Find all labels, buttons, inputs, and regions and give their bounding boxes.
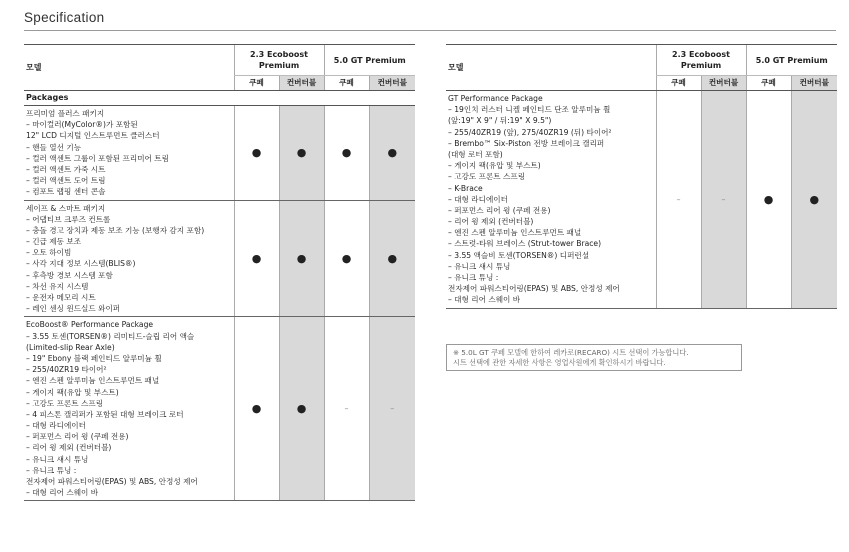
feature-line: – 컬러 액센트 그룹이 포함된 프리미어 트림 (26, 153, 169, 163)
model-header: 모델 (24, 45, 234, 91)
package-description (24, 200, 234, 317)
feature-line: – 유니크 섀시 튜닝 (26, 454, 89, 464)
note-line: ※ 5.0L GT 쿠페 모델에 한하여 레카로(RECARO) 시트 선택이 가능합니다. (453, 348, 689, 357)
feature-line: – 3.55 토센(TORSEN®) 리미티드-슬립 리어 액슬 (26, 331, 195, 341)
feature-line: – 고강도 프론트 스프링 (26, 398, 104, 408)
availability-mark: ● (279, 106, 324, 201)
feature-line: – 어댑티브 크루즈 컨트롤 (26, 214, 111, 224)
ecoboost-premium-label: 2.3 Ecoboost Premium (672, 50, 730, 70)
package-name: GT Performance Package (448, 94, 543, 103)
feature-line: – 스트럿-타워 브레이스 (Strut-tower Brace) (448, 239, 602, 249)
title-divider (24, 30, 836, 31)
feature-line: – 대형 리어 스웨이 바 (448, 295, 521, 305)
feature-line: – 게이지 팩(유압 및 부스트) (26, 387, 119, 397)
coupe-header: 쿠페 (324, 76, 369, 91)
feature-line: – 컬러 액센트 도어 트림 (26, 176, 106, 186)
package-description (24, 317, 234, 501)
feature-line: – 컬러 액센트 가죽 시트 (26, 164, 106, 174)
feature-line: – 대형 라디에이터 (26, 421, 86, 431)
feature-line: – 4 피스톤 캘리퍼가 포함된 대형 브레이크 로터 (26, 409, 184, 419)
availability-mark: ● (324, 106, 369, 201)
feature-line: – 핸들 열선 기능 (26, 142, 82, 152)
availability-mark: ● (791, 91, 837, 309)
feature-line: – 레인 센싱 윈드실드 와이퍼 (26, 304, 121, 314)
gt-premium-header: 5.0 GT Premium (746, 45, 837, 76)
table-row (24, 106, 415, 201)
spec-table-right (446, 44, 837, 309)
availability-mark: – (369, 317, 415, 501)
availability-mark: ● (324, 200, 369, 317)
feature-line: – 유니크 튜닝 : (448, 273, 499, 282)
feature-line: – 차선 유지 시스템 (26, 281, 89, 291)
convertible-header: 컨버터블 (701, 76, 746, 91)
spec-table-left (24, 44, 415, 501)
feature-line: – 3.55 액슬비 토센(TORSEN®) 디퍼런셜 (448, 250, 590, 260)
feature-line: – 게이지 팩(유압 및 부스트) (448, 161, 541, 171)
availability-mark: ● (279, 317, 324, 501)
feature-line: – 유니크 섀시 튜닝 (448, 261, 511, 271)
coupe-header: 쿠페 (234, 76, 279, 91)
availability-mark: ● (279, 200, 324, 317)
feature-line: – 오토 하이빔 (26, 248, 72, 258)
feature-line: – 퍼포먼스 리어 윙 (쿠페 전용) (26, 432, 129, 442)
ecoboost-premium-header (234, 45, 324, 76)
feature-line: – 유니크 튜닝 : (26, 465, 77, 475)
feature-line: – 퍼포먼스 리어 윙 (쿠페 전용) (448, 205, 551, 215)
availability-mark: ● (234, 200, 279, 317)
feature-line: – 긴급 제동 보조 (26, 237, 82, 247)
availability-mark: ● (369, 200, 415, 317)
availability-mark: – (656, 91, 701, 309)
feature-line: – 컴포트 랩핑 센터 콘솔 (26, 187, 106, 197)
package-description (446, 91, 656, 309)
coupe-header: 쿠페 (746, 76, 791, 91)
feature-line: – 엔진 스펜 알루미늄 인스트루먼트 패널 (26, 376, 160, 386)
note-line: 시트 선택에 관한 자세한 사항은 영업사원에게 확인하시기 바랍니다. (453, 358, 666, 367)
feature-line: 전자제어 파워스티어링(EPAS) 및 ABS, 안정성 제어 (26, 477, 198, 486)
feature-line: – Brembo™ Six-Piston 전방 브레이크 캘리퍼 (448, 138, 605, 148)
convertible-header: 컨버터블 (279, 76, 324, 91)
feature-line: – 엔진 스펜 알루미늄 인스트루먼트 패널 (448, 228, 582, 238)
feature-line: – 운전자 메모리 시트 (26, 293, 96, 302)
convertible-header: 컨버터블 (791, 76, 837, 91)
feature-line: (앞:19" X 9" / 뒤:19" X 9.5") (448, 116, 552, 126)
package-name: 프리미엄 플러스 패키지 (26, 109, 105, 118)
table-row (24, 317, 415, 501)
page-title: Specification (24, 10, 105, 25)
coupe-header: 쿠페 (656, 76, 701, 91)
feature-line: – 리어 윙 제외 (컨버터블) (448, 217, 534, 227)
feature-line: – 고강도 프론트 스프링 (448, 172, 526, 182)
ecoboost-premium-header (656, 45, 746, 76)
feature-line: – 대형 라디에이터 (448, 194, 508, 204)
feature-line: – 충돌 경고 장치과 제동 보조 기능 (보행자 감지 포함) (26, 225, 205, 235)
table-row (446, 91, 837, 309)
availability-mark: – (324, 317, 369, 501)
availability-mark: ● (369, 106, 415, 201)
feature-line: (대형 로터 포함) (448, 149, 503, 159)
feature-line: – 19인치 러스터 니켈 페인티드 단조 알루미늄 휠 (448, 105, 611, 115)
feature-line: – 사각 지대 정보 시스템(BLIS®) (26, 259, 136, 269)
feature-line: (Limited-slip Rear Axle) (26, 342, 115, 352)
feature-line: – 마이컬러(MyColor®)가 포함된 (26, 120, 138, 130)
packages-section-label: Packages (24, 91, 415, 106)
table-row (24, 200, 415, 317)
feature-line: – 255/40ZR19 타이어² (26, 365, 107, 375)
availability-mark: – (701, 91, 746, 309)
convertible-header: 컨버터블 (369, 76, 415, 91)
model-header: 모델 (446, 45, 656, 91)
feature-line: – 255/40ZR19 (앞), 275/40ZR19 (뒤) 타이어² (448, 127, 612, 137)
package-description (24, 106, 234, 201)
feature-line: – 대형 리어 스웨이 바 (26, 488, 99, 498)
feature-line: 12" LCD 디지털 인스트루먼트 클러스터 (26, 131, 160, 141)
availability-mark: ● (234, 317, 279, 501)
availability-mark: ● (234, 106, 279, 201)
package-name: EcoBoost® Performance Package (26, 320, 154, 330)
ecoboost-premium-label: 2.3 Ecoboost Premium (250, 50, 308, 70)
feature-line: – 리어 윙 제외 (컨버터블) (26, 443, 112, 453)
availability-mark: ● (746, 91, 791, 309)
feature-line: – 19" Ebony 블랙 페인티드 알루미늄 휠 (26, 353, 162, 363)
gt-premium-header: 5.0 GT Premium (324, 45, 415, 76)
package-name: 세이프 & 스마트 패키지 (26, 203, 106, 213)
recaro-seat-note (446, 344, 742, 371)
feature-line: – K-Brace (448, 183, 483, 193)
feature-line: 전자제어 파워스티어링(EPAS) 및 ABS, 안정성 제어 (448, 284, 620, 294)
feature-line: – 후측방 경보 시스템 포함 (26, 270, 113, 280)
